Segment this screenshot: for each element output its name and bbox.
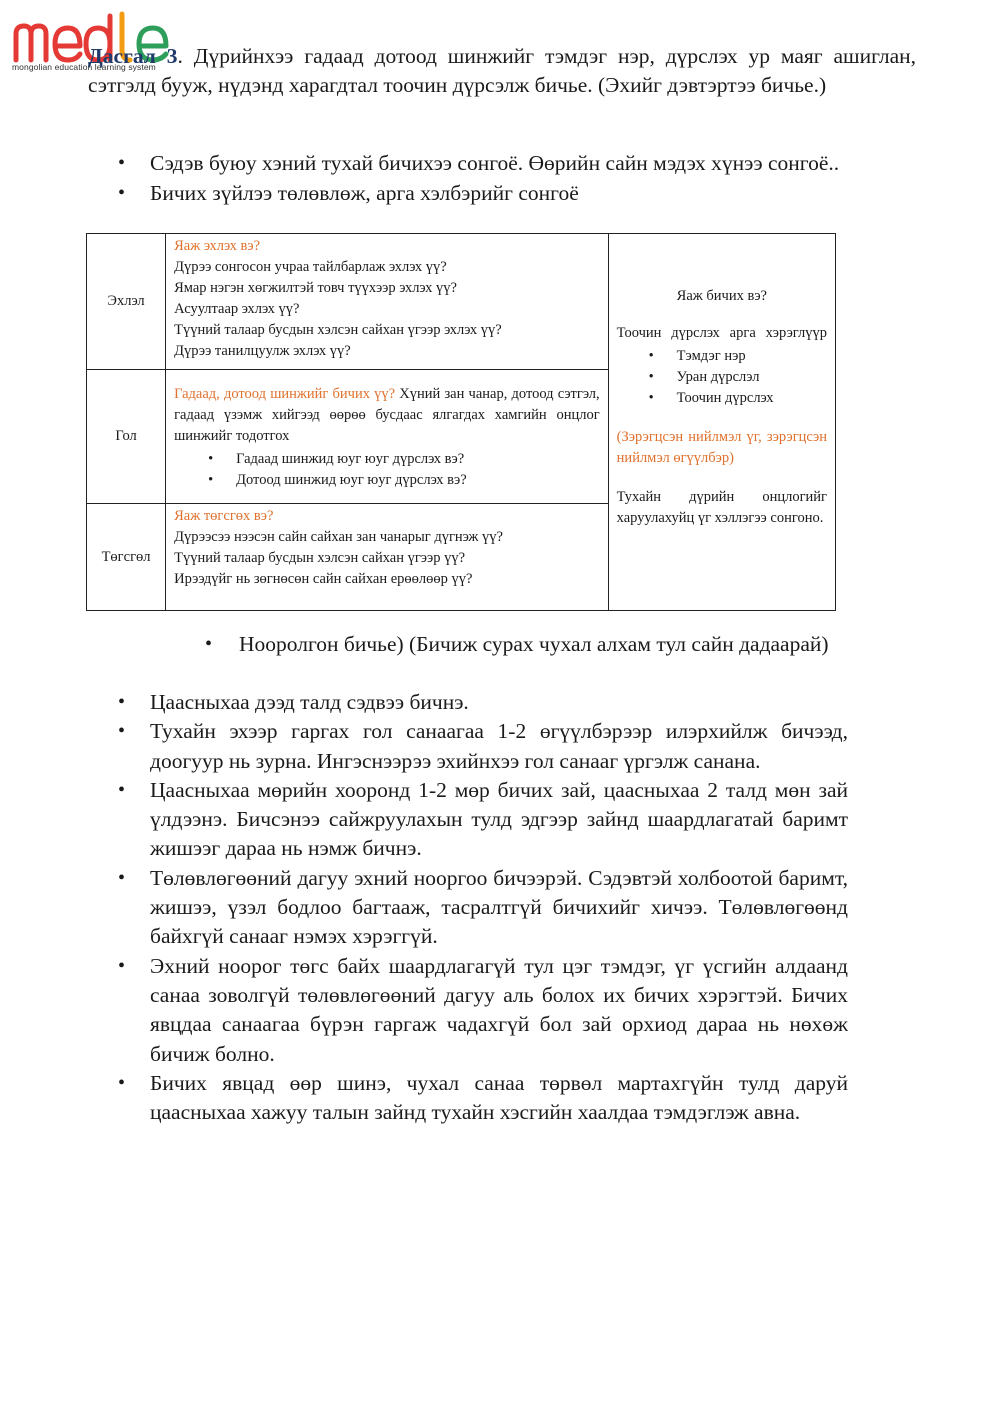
table-line: Түүний талаар бусдын хэлсэн сайхан үгээр эхлэх үү? xyxy=(174,322,502,338)
tugsgul-question: Яаж төгсгөх вэ? xyxy=(174,508,274,524)
ehlel-question: Яаж эхлэх вэ? xyxy=(174,238,261,254)
table-line: Асуултаар эхлэх үү? xyxy=(174,301,300,317)
logo-tagline: mongolian education learning system xyxy=(12,62,156,72)
list-item: • Тэмдэг нэр xyxy=(617,346,827,367)
draft-heading: • Нооролгон бичье) (Бичиж сурах чухал алхам тул сайн дадаарай) xyxy=(205,630,881,659)
method-cell xyxy=(608,234,835,611)
exercise-text: . Дүрийнхээ гадаад дотоод шинжийг тэмдэг нэр, дүрслэх ур маяг ашиглан, сэтгэлд бууж, нүдэнд харагдтал тоочин дүрсэлж бичье. (Эхийг дэвтэртээ бичье.) xyxy=(88,44,916,97)
bottom-bullet-list xyxy=(118,688,848,1127)
writing-plan-table xyxy=(86,233,836,611)
list-item: • Уран дүрслэл xyxy=(617,367,827,388)
list-item: • Сэдэв буюу хэний тухай бичихээ сонгоё. Өөрийн сайн мэдэх хүнээ сонгоё.. xyxy=(118,148,918,178)
table-line: Дүрээ танилцуулж эхлэх үү? xyxy=(174,343,351,359)
method-list xyxy=(617,346,827,409)
table-line: Түүний талаар бусдын хэлсэн сайхан үгээр үү? xyxy=(174,550,466,566)
exercise-title: Дасгал 3 xyxy=(88,44,178,68)
table-line: Ирээдүйг нь зөгнөсөн сайн сайхан ерөөлөөр үү? xyxy=(174,571,473,587)
table-line: Дүрээ сонгосон учраа тайлбарлаж эхлэх үү? xyxy=(174,259,447,275)
method-closing: Тухайн дүрийн онцлогийг харуулахуйц үг хэллэгээ сонгоно. xyxy=(616,489,827,526)
row-label-gol: Гол xyxy=(87,370,166,504)
gol-question: Гадаад, дотоод шинжийг бичих үү? xyxy=(174,386,396,402)
table-line: Ямар нэгэн хөгжилтэй товч түүхээр эхлэх үү? xyxy=(174,280,457,296)
ehlel-cell xyxy=(166,234,609,370)
gol-bullets xyxy=(174,449,600,491)
gol-text: Хүний зан чанар, дотоод сэтгэл, гадаад үзэмж хийгээд өөрөө бусдаас ялгагдах хамгийн онцлог шинжийг тодотгох xyxy=(174,386,600,444)
table-line: Дүрээсээ нээсэн сайн сайхан зан чанарыг дүгнэж үү? xyxy=(174,529,503,545)
list-item: • Бичих зүйлээ төлөвлөж, арга хэлбэрийг сонгоё xyxy=(118,178,918,208)
method-intro: Тоочин дүрслэх арга хэрэглүүр xyxy=(616,325,827,341)
tugsgul-cell xyxy=(166,504,609,611)
list-item: • Эхний ноорог төгс байх шаардлагагүй тул цэг тэмдэг, үг үсгийн алдаанд санаа зоволгүй төлөвлөгөөний дагуу аль болох их бичих хэрэгтэй. Бичих явцдаа санаагаа бүрэн гаргаж чадахгүй бол зай орхиод дараа нь нөхөж бичиж болно. xyxy=(118,952,848,1069)
list-item: • Цаасныхаа мөрийн хооронд 1-2 мөр бичих зай, цаасныхаа 2 талд мөн зай үлдээнэ. Бичсэнээ сайжруулахын тулд эдгээр зайнд шаардлагатай баримт жишээг дараа нь нэмж бичнэ. xyxy=(118,776,848,864)
gol-paragraph xyxy=(174,384,600,447)
top-bullet-list xyxy=(118,148,918,208)
list-item: • Бичих явцад өөр шинэ, чухал санаа төрвөл мартахгүйн тулд даруй цаасныхаа хажуу талын зайнд тухайн хэсгийн хаалдаа тэмдэглэж авна. xyxy=(118,1069,848,1128)
method-note: (Зэрэгцсэн нийлмэл үг, зэрэгцсэн нийлмэл өгүүлбэр) xyxy=(616,429,827,466)
list-item: • Тоочин дүрслэх xyxy=(617,388,827,409)
row-label-tugsgul: Төгсгөл xyxy=(87,504,166,611)
method-heading: Яаж бичих вэ? xyxy=(676,288,767,304)
gol-cell xyxy=(166,370,609,504)
row-label-ehlel: Эхлэл xyxy=(87,234,166,370)
list-item: • Төлөвлөгөөний дагуу эхний нооргоо бичээрэй. Сэдэвтэй холбоотой баримт, жишээ, үзэл бодлоо багтааж, тасралтгүй бичихийг хичээ. Төлөвлөгөөнд байхгүй санааг нэмэх хэрэггүй. xyxy=(118,864,848,952)
list-item: • Цаасныхаа дээд талд сэдвээ бичнэ. xyxy=(118,688,848,717)
list-item: • Тухайн эхээр гаргах гол санаагаа 1-2 өгүүлбэрээр илэрхийлж бичээд, доогуур нь зурна. Ингэснээрээ эхийнхээ гол санааг үргэлж санана. xyxy=(118,717,848,776)
list-item: • Гадаад шинжид юуг юуг дүрслэх вэ? xyxy=(174,449,600,470)
list-item: • Дотоод шинжид юуг юуг дүрслэх вэ? xyxy=(174,470,600,491)
exercise-intro xyxy=(88,42,916,100)
